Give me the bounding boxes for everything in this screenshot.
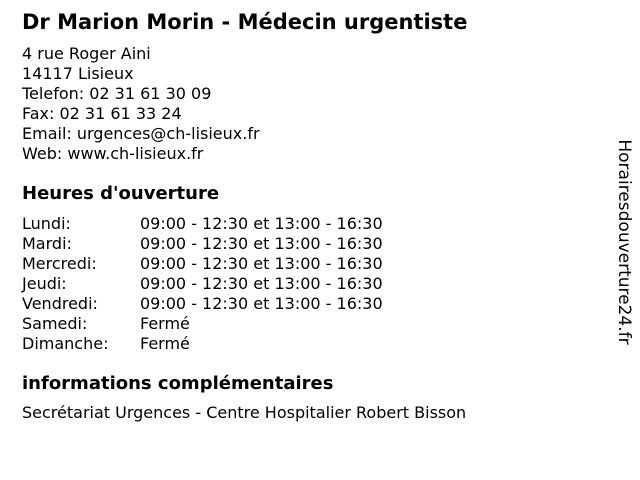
day-hours: 09:00 - 12:30 et 13:00 - 16:30 [140,234,383,253]
day-hours: 09:00 - 12:30 et 13:00 - 16:30 [140,274,383,293]
hours-row [22,234,383,254]
day-hours: 09:00 - 12:30 et 13:00 - 16:30 [140,214,383,233]
page-title: Dr Marion Morin - Médecin urgentiste [22,10,468,34]
hours-row [22,294,383,314]
day-hours: Fermé [140,334,190,353]
hours-row [22,214,383,234]
hours-row [22,254,383,274]
extra-info-heading: informations complémentaires [22,373,334,394]
day-label: Vendredi: [22,294,98,313]
opening-hours-table [22,214,383,354]
phone-line: Telefon: 02 31 61 30 09 [22,84,212,103]
hours-row [22,334,383,354]
day-hours: Fermé [140,314,190,333]
day-label: Dimanche: [22,334,109,353]
hours-row [22,274,383,294]
site-watermark: Horairesdouverture24.fr [614,139,634,345]
day-label: Samedi: [22,314,88,333]
email-line: Email: urgences@ch-lisieux.fr [22,124,260,143]
web-line: Web: www.ch-lisieux.fr [22,144,204,163]
fax-line: Fax: 02 31 61 33 24 [22,104,182,123]
contact-block [22,44,260,164]
address-line-1: 4 rue Roger Aini [22,44,151,63]
day-label: Mercredi: [22,254,97,273]
day-hours: 09:00 - 12:30 et 13:00 - 16:30 [140,294,383,313]
day-label: Jeudi: [22,274,67,293]
day-label: Lundi: [22,214,71,233]
day-hours: 09:00 - 12:30 et 13:00 - 16:30 [140,254,383,273]
opening-hours-heading: Heures d'ouverture [22,183,220,204]
address-line-2: 14117 Lisieux [22,64,134,83]
hours-row [22,314,383,334]
extra-info-text: Secrétariat Urgences - Centre Hospitalier Robert Bisson [22,403,467,422]
day-label: Mardi: [22,234,72,253]
